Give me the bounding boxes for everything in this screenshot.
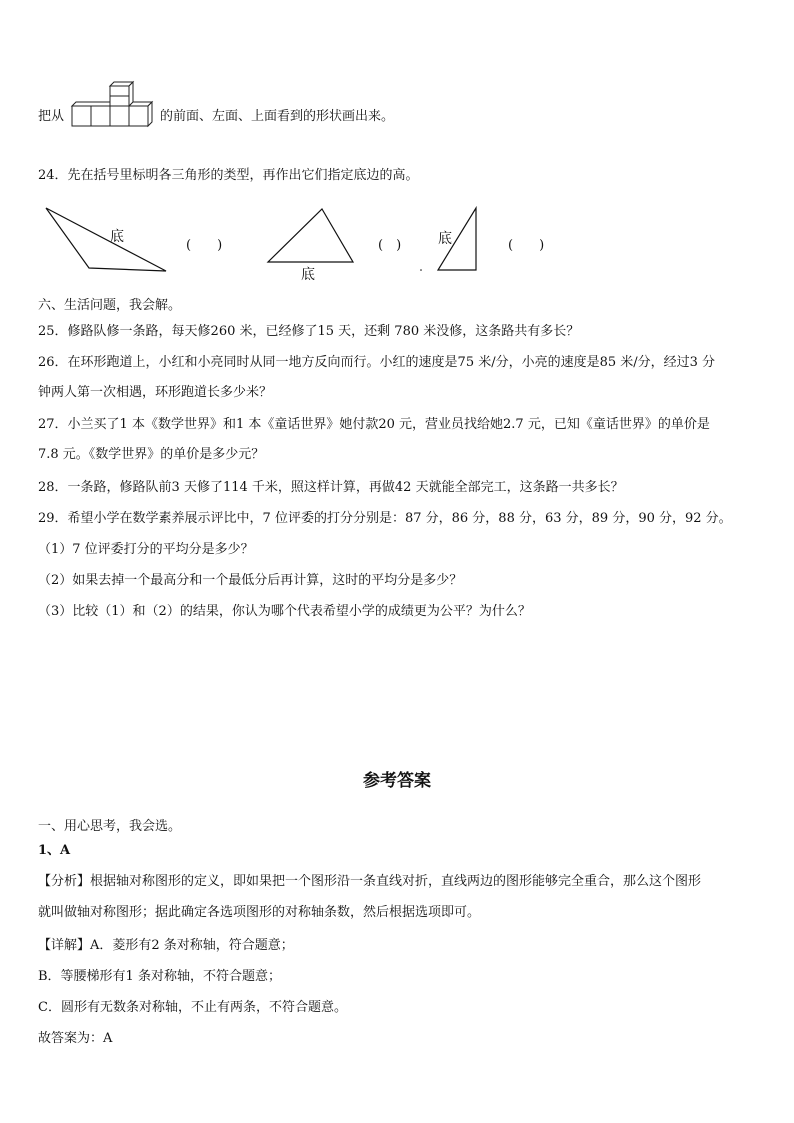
- q26-text-line1: 26．在环形跑道上，小红和小亮同时从同一地方反向而行。小红的速度是75 米/分，小亮的速度是85 米/分，经过3 分: [38, 355, 716, 370]
- q29-part2: （2）如果去掉一个最高分和一个最低分后再计算，这时的平均分是多少？: [38, 573, 463, 588]
- q24-text: 24．先在括号里标明各三角形的类型，再作出它们指定底边的高。: [38, 168, 419, 183]
- triangle-1-answer-paren: ( ): [186, 238, 223, 253]
- triangle-3-answer-paren: ( ): [508, 238, 545, 253]
- triangle-3-base-label: 底: [438, 231, 452, 247]
- triangle-1: [44, 205, 170, 275]
- q23-suffix: 的前面、左面、上面看到的形状画出来。: [160, 109, 395, 124]
- triangle-2: [265, 206, 357, 266]
- q27-text-line1: 27．小兰买了1 本《数学世界》和1 本《童话世界》她付款20 元，营业员找给她2.7 元，已知《童话世界》的单价是: [38, 417, 710, 432]
- conclusion: 故答案为：A: [38, 1031, 113, 1046]
- q23-line: [38, 108, 64, 126]
- q29-text: 29．希望小学在数学素养展示评比中，7 位评委的打分分别是：87 分，86 分，88 分，63 分，89 分，90 分，92 分。: [38, 511, 732, 526]
- detail-a: 【详解】A．菱形有2 条对称轴，符合题意；: [38, 938, 294, 953]
- q28-text: 28．一条路，修路队前3 天修了114 千米，照这样计算，再做42 天就能全部完工，这条路一共多长？: [38, 480, 624, 495]
- triangle-1-base-label: 底: [110, 229, 124, 245]
- q23-prefix: 把从: [38, 109, 65, 124]
- q25-text: 25．修路队修一条路，每天修260 米，已经修了15 天，还剩 780 米没修，这条路共有多长？: [38, 324, 580, 339]
- section6-heading: 六、生活问题，我会解。: [38, 298, 182, 313]
- q27-text-line2: 7.8 元。《数学世界》的单价是多少元？: [38, 447, 265, 462]
- triangle-2-base-label: 底: [301, 267, 315, 283]
- answer-1: 1、A: [38, 843, 71, 858]
- q26-text-line2: 钟两人第一次相遇，环形跑道长多少米？: [38, 385, 273, 400]
- q29-part1: （1）7 位评委打分的平均分是多少？: [38, 542, 254, 557]
- detail-b: B．等腰梯形有1 条对称轴，不符合题意；: [38, 969, 281, 984]
- triangle-2-answer-paren: ( ): [378, 238, 402, 253]
- analysis-line2: 就叫做轴对称图形；据此确定各选项图形的对称轴条数，然后根据选项即可。: [38, 905, 481, 920]
- q29-part3: （3）比较（1）和（2）的结果，你认为哪个代表希望小学的成绩更为公平？为什么？: [38, 604, 531, 619]
- answers-section1-heading: 一、用心思考，我会选。: [38, 819, 182, 834]
- q23-suffix-line: [160, 108, 394, 126]
- answers-title: 参考答案: [363, 771, 431, 791]
- analysis-line1: 【分析】根据轴对称图形的定义，即如果把一个图形沿一条直线对折，直线两边的图形能够完全重合，那么这个图形: [38, 874, 702, 889]
- cube-stack-figure: [66, 80, 160, 126]
- detail-c: C．圆形有无数条对称轴，不止有两条，不符合题意。: [38, 1000, 347, 1015]
